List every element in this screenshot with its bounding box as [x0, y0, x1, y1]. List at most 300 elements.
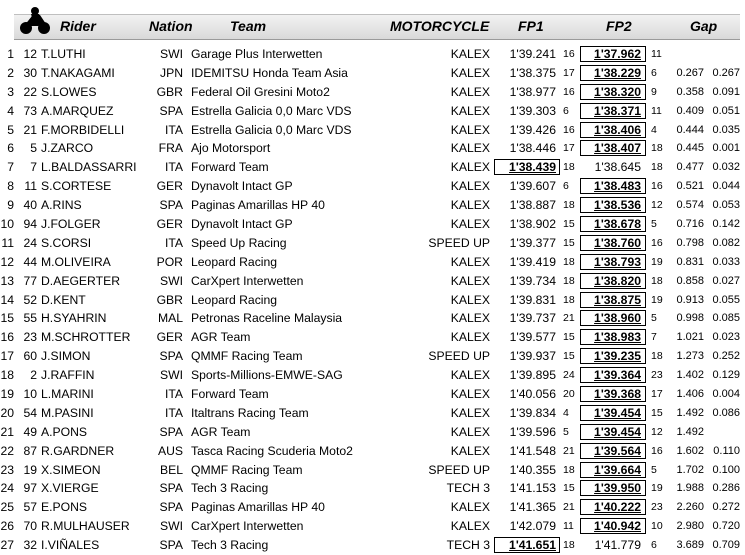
fp1-time: 1'38.887	[509, 198, 556, 213]
rider-number: 7	[30, 160, 37, 175]
rider-name: D.KENT	[41, 292, 86, 307]
row-position: 20	[0, 405, 14, 420]
table-row	[0, 45, 745, 64]
gap-to-first: 0.409	[676, 104, 704, 117]
gap-to-first: 0.267	[676, 66, 704, 79]
fp2-time: 1'38.793	[594, 254, 641, 269]
rider-number: 54	[23, 405, 37, 420]
motorcycle: KALEX	[450, 424, 490, 439]
row-position: 7	[7, 160, 14, 175]
row-position: 5	[7, 122, 14, 137]
gap-to-previous: 0.129	[712, 369, 740, 382]
row-position: 8	[7, 179, 14, 194]
team-name: Forward Team	[191, 160, 269, 175]
fp2-time: 1'39.368	[594, 387, 641, 402]
fp2-time: 1'38.678	[594, 217, 641, 232]
fp1-lap: 18	[563, 463, 575, 476]
fp2-lap: 12	[651, 425, 663, 438]
fp1-time: 1'39.596	[509, 424, 556, 439]
row-position: 18	[0, 368, 14, 383]
gap-to-previous: 0.086	[712, 406, 740, 419]
gap-to-first: 0.358	[676, 85, 704, 98]
fp1-lap: 15	[563, 236, 575, 249]
fp2-time: 1'38.406	[594, 122, 641, 137]
row-position: 25	[0, 500, 14, 515]
fp2-time: 1'39.950	[594, 481, 641, 496]
motorcycle: KALEX	[450, 65, 490, 80]
rider-name: D.AEGERTER	[41, 273, 121, 288]
motorcycle: KALEX	[450, 311, 490, 326]
fp1-lap: 18	[563, 293, 575, 306]
row-position: 21	[0, 424, 14, 439]
rider-nation: SPA	[159, 481, 183, 496]
gap-to-first: 0.858	[676, 274, 704, 287]
header-nation: Nation	[149, 18, 193, 34]
rider-name: F.MORBIDELLI	[41, 122, 125, 137]
table-row	[0, 309, 745, 328]
row-position: 1	[7, 47, 14, 61]
fp1-time: 1'38.446	[509, 141, 556, 156]
gap-to-previous: 0.267	[712, 66, 740, 79]
gap-to-previous: 0.051	[712, 104, 740, 117]
gap-to-first: 0.477	[676, 161, 704, 174]
motorbike-rider-icon	[18, 6, 52, 36]
fp1-time: 1'39.377	[509, 235, 556, 250]
fp1-time: 1'39.419	[509, 254, 556, 269]
fp1-time: 1'38.439	[509, 160, 556, 175]
team-name: Speed Up Racing	[191, 235, 287, 250]
rider-number: 24	[23, 235, 37, 250]
fp1-time: 1'39.734	[509, 273, 556, 288]
fp2-time: 1'38.483	[594, 179, 641, 194]
gap-to-previous: 0.085	[712, 312, 740, 325]
rider-number: 52	[23, 292, 37, 307]
fp2-lap: 6	[651, 539, 657, 552]
fp2-lap: 18	[651, 142, 663, 155]
header-fp1: FP1	[518, 18, 544, 34]
fp2-lap: 15	[651, 406, 663, 419]
fp2-time: 1'38.760	[594, 235, 641, 250]
gap-to-first: 2.260	[676, 501, 704, 514]
fp1-lap: 24	[563, 369, 575, 382]
fp1-time: 1'39.577	[509, 330, 556, 345]
rider-number: 22	[23, 84, 37, 99]
fp1-lap: 16	[563, 48, 575, 60]
rider-nation: SPA	[159, 538, 183, 553]
gap-to-previous: 0.035	[712, 123, 740, 136]
rider-nation: ITA	[164, 405, 183, 420]
rider-name: S.CORSI	[41, 235, 92, 250]
rider-name: A.RINS	[41, 198, 82, 213]
fp2-time: 1'38.645	[594, 160, 641, 175]
fp1-lap: 16	[563, 85, 575, 98]
gap-to-first: 1.702	[676, 463, 704, 476]
motorcycle: KALEX	[450, 405, 490, 420]
motorcycle: TECH 3	[446, 538, 490, 553]
row-position: 15	[0, 311, 14, 326]
fp2-time: 1'38.875	[594, 292, 641, 307]
motorcycle: KALEX	[450, 160, 490, 175]
rider-number: 97	[23, 481, 37, 496]
fp2-time: 1'39.235	[594, 349, 641, 364]
gap-to-previous: 0.004	[712, 388, 740, 401]
fp1-lap: 18	[563, 199, 575, 212]
fp1-lap: 15	[563, 218, 575, 231]
motorcycle: KALEX	[450, 519, 490, 534]
team-name: Leopard Racing	[191, 292, 278, 307]
motorcycle: KALEX	[450, 103, 490, 118]
table-row	[0, 517, 745, 536]
rider-number: 5	[30, 141, 37, 156]
fp1-lap: 15	[563, 331, 575, 344]
table-row	[0, 64, 745, 83]
fp1-lap: 21	[563, 312, 575, 325]
rider-name: T.LUTHI	[41, 47, 86, 61]
row-position: 10	[0, 217, 14, 232]
gap-to-first: 0.521	[676, 180, 704, 193]
rider-number: 10	[23, 387, 37, 402]
rider-name: X.SIMEON	[41, 462, 101, 477]
fp2-lap: 9	[651, 85, 657, 98]
table-row	[0, 234, 745, 253]
team-name: Forward Team	[191, 387, 269, 402]
fp2-lap: 6	[651, 66, 657, 79]
gap-to-first: 3.689	[676, 539, 704, 552]
rider-name: J.FOLGER	[41, 217, 101, 232]
fp2-lap: 19	[651, 293, 663, 306]
row-position: 22	[0, 443, 14, 458]
fp2-time: 1'39.564	[594, 443, 641, 458]
fp2-lap: 7	[651, 331, 657, 344]
gap-to-previous: 0.091	[712, 85, 740, 98]
rider-nation: JPN	[159, 65, 183, 80]
rider-number: 57	[23, 500, 37, 515]
rider-number: 2	[30, 368, 37, 383]
gap-to-first: 0.798	[676, 236, 704, 249]
motorcycle: KALEX	[450, 84, 490, 99]
fp2-time: 1'39.664	[594, 462, 641, 477]
gap-to-previous: 0.272	[712, 501, 740, 514]
rider-number: 23	[23, 330, 37, 345]
rider-name: J.SIMON	[41, 349, 91, 364]
fp2-lap: 5	[651, 312, 657, 325]
fp2-lap: 16	[651, 444, 663, 457]
fp2-lap: 18	[651, 274, 663, 287]
rider-name: T.NAKAGAMI	[41, 65, 115, 80]
motorcycle: KALEX	[450, 217, 490, 232]
rider-number: 19	[23, 462, 37, 477]
row-position: 16	[0, 330, 14, 345]
rider-nation: SPA	[159, 103, 183, 118]
team-name: QMMF Racing Team	[191, 462, 303, 477]
team-name: Petronas Raceline Malaysia	[191, 311, 343, 326]
fp1-lap: 5	[563, 425, 569, 438]
gap-to-first: 1.021	[676, 331, 704, 344]
rider-number: 21	[23, 122, 37, 137]
fp1-time: 1'38.977	[509, 84, 556, 99]
team-name: Dynavolt Intact GP	[191, 179, 293, 194]
row-position: 2	[7, 65, 14, 80]
gap-to-previous: 0.023	[712, 331, 740, 344]
fp2-time: 1'38.407	[594, 141, 641, 156]
fp1-lap: 17	[563, 66, 575, 79]
header-gap: Gap	[690, 18, 718, 34]
motorcycle: KALEX	[450, 122, 490, 137]
table-row	[0, 102, 745, 121]
fp1-time: 1'39.607	[509, 179, 556, 194]
rider-nation: SPA	[159, 198, 183, 213]
fp1-lap: 21	[563, 444, 575, 457]
fp1-time: 1'39.831	[509, 292, 556, 307]
team-name: QMMF Racing Team	[191, 349, 303, 364]
rider-nation: GBR	[156, 292, 183, 307]
rider-name: J.RAFFIN	[41, 368, 95, 383]
motorcycle: SPEED UP	[428, 462, 490, 477]
rider-nation: MAL	[157, 311, 183, 326]
fp2-time: 1'38.960	[594, 311, 641, 326]
rider-nation: GBR	[156, 84, 183, 99]
fp2-time: 1'39.364	[594, 368, 641, 383]
gap-to-previous: 0.252	[712, 350, 740, 363]
motorcycle: SPEED UP	[428, 235, 490, 250]
rider-number: 40	[23, 198, 37, 213]
row-position: 3	[7, 84, 14, 99]
row-position: 4	[7, 103, 14, 118]
gap-to-previous: 0.142	[712, 218, 740, 231]
fp1-lap: 6	[563, 180, 569, 193]
motorcycle: KALEX	[450, 368, 490, 383]
rider-nation: GER	[156, 179, 183, 194]
fp2-time: 1'39.454	[594, 424, 641, 439]
gap-to-first: 2.980	[676, 520, 704, 533]
team-name: Tech 3 Racing	[191, 538, 269, 553]
motorcycle: KALEX	[450, 387, 490, 402]
row-position: 27	[0, 538, 14, 553]
gap-to-first: 0.445	[676, 142, 704, 155]
fp1-lap: 18	[563, 539, 575, 552]
fp2-lap: 5	[651, 218, 657, 231]
gap-to-previous: 0.027	[712, 274, 740, 287]
rider-nation: SWI	[159, 47, 183, 61]
row-position: 12	[0, 254, 14, 269]
team-name: Paginas Amarillas HP 40	[191, 500, 325, 515]
fp2-time: 1'38.820	[594, 273, 641, 288]
fp1-time: 1'39.737	[509, 311, 556, 326]
gap-to-previous: 0.055	[712, 293, 740, 306]
fp1-lap: 18	[563, 161, 575, 174]
table-row	[0, 328, 745, 347]
gap-to-first: 1.492	[676, 425, 704, 438]
table-row	[0, 423, 745, 442]
team-name: Tech 3 Racing	[191, 481, 269, 496]
rider-number: 87	[23, 443, 37, 458]
results-table	[0, 45, 745, 555]
fp1-time: 1'38.375	[509, 65, 556, 80]
fp2-time: 1'37.962	[594, 47, 641, 61]
row-position: 26	[0, 519, 14, 534]
rider-name: L.BALDASSARRI	[41, 160, 137, 175]
team-name: Ajo Motorsport	[191, 141, 271, 156]
fp2-lap: 12	[651, 199, 663, 212]
fp2-lap: 4	[651, 123, 657, 136]
motorcycle: TECH 3	[446, 481, 490, 496]
table-row	[0, 253, 745, 272]
team-name: Estrella Galicia 0,0 Marc VDS	[191, 103, 352, 118]
gap-to-previous: 0.082	[712, 236, 740, 249]
rider-name: S.CORTESE	[41, 179, 112, 194]
gap-to-previous: 0.044	[712, 180, 740, 193]
fp1-lap: 16	[563, 123, 575, 136]
gap-to-first: 0.913	[676, 293, 704, 306]
team-name: Leopard Racing	[191, 254, 278, 269]
rider-nation: ITA	[164, 235, 183, 250]
fp1-time: 1'41.365	[509, 500, 556, 515]
rider-name: R.GARDNER	[41, 443, 115, 458]
fp1-time: 1'39.834	[509, 405, 556, 420]
fp1-lap: 20	[563, 388, 575, 401]
gap-to-first: 1.273	[676, 350, 704, 363]
rider-number: 11	[24, 179, 37, 194]
table-row	[0, 347, 745, 366]
rider-name: E.PONS	[41, 500, 88, 515]
row-position: 19	[0, 387, 14, 402]
fp1-lap: 15	[563, 482, 575, 495]
motorcycle: KALEX	[450, 292, 490, 307]
rider-number: 70	[23, 519, 37, 534]
rider-number: 77	[23, 273, 37, 288]
table-row	[0, 404, 745, 423]
motorcycle: KALEX	[450, 254, 490, 269]
table-row	[0, 121, 745, 140]
row-position: 23	[0, 462, 14, 477]
rider-nation: GER	[156, 330, 183, 345]
gap-to-first: 0.444	[676, 123, 704, 136]
rider-number: 44	[23, 254, 37, 269]
team-name: Dynavolt Intact GP	[191, 217, 293, 232]
header-rider: Rider	[60, 18, 96, 34]
fp2-time: 1'38.371	[594, 103, 641, 118]
gap-to-first: 0.716	[676, 218, 704, 231]
rider-nation: ITA	[164, 122, 183, 137]
gap-to-previous: 0.032	[712, 161, 740, 174]
rider-number: 55	[23, 311, 37, 326]
gap-to-previous: 0.720	[712, 520, 740, 533]
gap-to-previous: 0.110	[713, 444, 740, 457]
fp1-time: 1'39.426	[509, 122, 556, 137]
rider-name: M.SCHROTTER	[41, 330, 131, 345]
row-position: 9	[7, 198, 14, 213]
fp2-lap: 16	[651, 236, 663, 249]
fp1-time: 1'38.902	[509, 217, 556, 232]
row-position: 11	[1, 235, 14, 250]
motorcycle: KALEX	[450, 443, 490, 458]
rider-name: I.VIÑALES	[41, 538, 100, 553]
table-row	[0, 272, 745, 291]
rider-nation: SWI	[159, 273, 183, 288]
header-team: Team	[230, 18, 267, 34]
fp2-time: 1'39.454	[594, 405, 641, 420]
rider-name: M.PASINI	[41, 405, 94, 420]
fp1-time: 1'41.153	[509, 481, 556, 496]
motorcycle: KALEX	[450, 273, 490, 288]
rider-number: 60	[23, 349, 37, 364]
header-motorcycle: MOTORCYCLE	[390, 18, 490, 34]
rider-number: 32	[23, 538, 37, 553]
table-row	[0, 461, 745, 480]
gap-to-first: 0.998	[676, 312, 704, 325]
rider-number: 73	[23, 103, 37, 118]
fp1-lap: 15	[563, 350, 575, 363]
table-row	[0, 158, 745, 177]
fp1-time: 1'42.079	[509, 519, 556, 534]
rider-nation: SPA	[159, 349, 183, 364]
team-name: Sports-Millions-EMWE-SAG	[191, 368, 343, 383]
rider-name: X.VIERGE	[41, 481, 99, 496]
motorcycle: KALEX	[450, 198, 490, 213]
gap-to-first: 1.988	[676, 482, 704, 495]
fp2-time: 1'40.222	[594, 500, 641, 515]
table-row	[0, 442, 745, 461]
rider-number: 94	[23, 217, 37, 232]
table-row	[0, 366, 745, 385]
gap-to-previous: 0.286	[712, 482, 740, 495]
fp1-time: 1'39.241	[509, 47, 556, 61]
fp2-time: 1'38.983	[594, 330, 641, 345]
gap-to-previous: 0.053	[712, 199, 740, 212]
motorcycle: KALEX	[450, 179, 490, 194]
fp1-lap: 6	[563, 104, 569, 117]
table-row	[0, 139, 745, 158]
table-row	[0, 536, 745, 555]
fp2-lap: 11	[651, 48, 662, 60]
table-row	[0, 479, 745, 498]
row-position: 6	[7, 141, 14, 156]
fp2-lap: 5	[651, 463, 657, 476]
fp1-time: 1'41.548	[509, 443, 556, 458]
team-name: IDEMITSU Honda Team Asia	[191, 65, 348, 80]
rider-name: H.SYAHRIN	[41, 311, 107, 326]
fp1-lap: 18	[563, 255, 575, 268]
table-row	[0, 83, 745, 102]
table-header	[0, 0, 745, 38]
fp1-lap: 21	[563, 501, 575, 514]
gap-to-first: 1.402	[676, 369, 704, 382]
team-name: Tasca Racing Scuderia Moto2	[191, 443, 353, 458]
table-row	[0, 291, 745, 310]
team-name: CarXpert Interwetten	[191, 519, 304, 534]
fp2-lap: 16	[651, 180, 663, 193]
fp1-lap: 4	[563, 406, 569, 419]
fp1-lap: 18	[563, 274, 575, 287]
fp2-time: 1'41.779	[594, 538, 641, 553]
team-name: Federal Oil Gresini Moto2	[191, 84, 330, 99]
table-row	[0, 177, 745, 196]
fp2-time: 1'38.536	[594, 198, 641, 213]
rider-nation: AUS	[157, 443, 183, 458]
gap-to-first: 0.831	[676, 255, 704, 268]
gap-to-first: 1.602	[676, 444, 704, 457]
team-name: Italtrans Racing Team	[191, 405, 309, 420]
header-fp2: FP2	[606, 18, 632, 34]
team-name: CarXpert Interwetten	[191, 273, 304, 288]
team-name: Garage Plus Interwetten	[191, 47, 323, 61]
fp1-time: 1'39.895	[509, 368, 556, 383]
team-name: Paginas Amarillas HP 40	[191, 198, 325, 213]
gap-to-first: 1.492	[676, 406, 704, 419]
fp2-lap: 19	[651, 255, 663, 268]
fp2-lap: 19	[651, 482, 663, 495]
rider-nation: SWI	[159, 368, 183, 383]
